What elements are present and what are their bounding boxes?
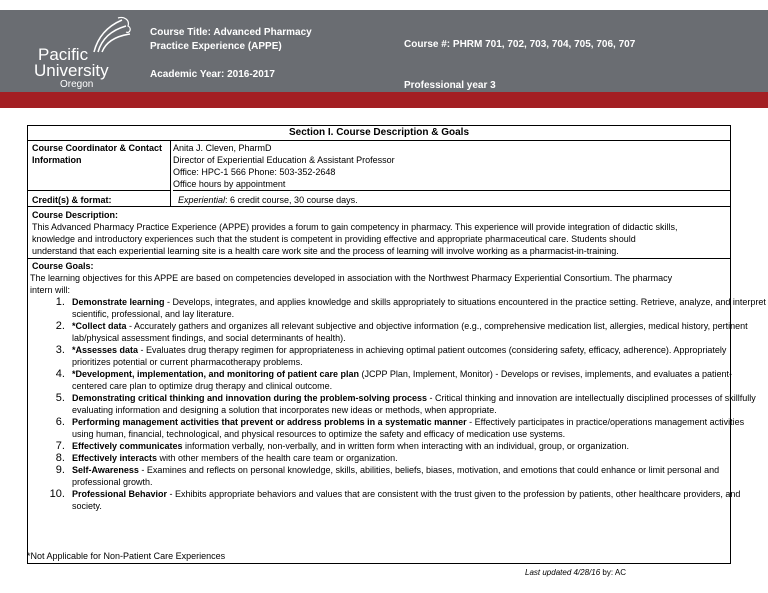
goals-list bbox=[28, 296, 766, 512]
goal-title: Professional Behavior bbox=[72, 489, 168, 499]
logo-text-oregon: Oregon bbox=[60, 79, 94, 90]
goal-text: - Exhibits appropriate behaviors and values that are consistent with the trust given to the profession by patients, other healthcare providers, and society. bbox=[72, 489, 741, 511]
column-divider bbox=[170, 141, 171, 207]
credits-value bbox=[178, 194, 358, 206]
header-red-bar bbox=[0, 92, 768, 108]
goal-title: Effectively interacts bbox=[72, 453, 158, 463]
goal-title: *Development, implementation, and monitoring of patient care plan bbox=[72, 369, 360, 379]
goal-text: - Accurately gathers and organizes all relevant subjective and objective information (e.g., comprehensive medication list, allergies, medical history, pertinent lab/physical assessment findings, and social determinants of health). bbox=[72, 321, 748, 343]
goal-title: *Collect data bbox=[72, 321, 127, 331]
goal-item bbox=[68, 368, 766, 392]
goal-item bbox=[68, 320, 766, 344]
course-description-table bbox=[27, 125, 766, 564]
course-number: Course #: PHRM 701, 702, 703, 704, 705, 706, 707 bbox=[404, 39, 636, 50]
professional-year: Professional year 3 bbox=[404, 80, 496, 91]
coordinator-label-1: Course Coordinator & Contact bbox=[32, 143, 163, 153]
description-line-3: understand that each experiential learning site is a health care work site and the process of learning will involve working as a pharmacist-in-training. bbox=[32, 246, 619, 256]
goal-text: - Effectively participates in practice/operations management activities using human, financial, technological, and physical resources to optimize the safety and efficacy of medication use systems. bbox=[72, 417, 745, 439]
goals-title: Course Goals: bbox=[32, 261, 94, 271]
goal-item bbox=[68, 416, 766, 440]
goal-title: Demonstrate learning bbox=[72, 297, 165, 307]
goal-item bbox=[68, 488, 766, 512]
credits-format: Experiential bbox=[178, 195, 226, 205]
coordinator-label-2: Information bbox=[32, 155, 82, 165]
goal-text: information verbally, non-verbally, and in written form when interacting with an individual, group, or organization. bbox=[182, 441, 629, 451]
credits-divider-right bbox=[173, 190, 730, 191]
credits-label: Credit(s) & format: bbox=[32, 195, 112, 205]
goal-item bbox=[68, 452, 766, 464]
goal-text: - Critical thinking and innovation are intellectually disciplined processes of skillfully evaluating information and designing a solution that incorporates new ideas or methods, when appropriate. bbox=[72, 393, 756, 415]
credits-divider-left bbox=[28, 190, 170, 191]
goal-text: with other members of the health care team or organization. bbox=[157, 453, 398, 463]
goal-title: Performing management activities that prevent or address problems in a systematic manner bbox=[72, 417, 467, 427]
coordinator-hours: Office hours by appointment bbox=[173, 179, 286, 189]
credits-detail: : 6 credit course, 30 course days. bbox=[225, 195, 358, 205]
coordinator-row bbox=[28, 140, 730, 207]
goal-text: - Evaluates drug therapy regimen for appropriateness in achieving optimal patient outcomes (considering safety, efficacy, adherence). Appropriately prioritizes potential or current pharmacotherapy problems. bbox=[72, 345, 727, 367]
goal-title: *Assesses data bbox=[72, 345, 139, 355]
footer-suffix: by: AC bbox=[600, 568, 626, 577]
goal-title: Self-Awareness bbox=[72, 465, 139, 475]
logo-text-pacific: Pacific bbox=[38, 45, 89, 64]
academic-year: Academic Year: 2016-2017 bbox=[150, 69, 275, 80]
description-line-2: knowledge and introductory experiences such that the student is competent in providing effective and appropriate pharmaceutical care. Students should bbox=[32, 234, 636, 244]
course-title-line1: Course Title: Advanced Pharmacy bbox=[150, 27, 312, 38]
goal-text: (JCPP Plan, Implement, Monitor) - Develops or revises, implements, and evaluates a patient-centered care plan to optimize drug therapy and clinical outcome. bbox=[72, 369, 733, 391]
logo-text-university: University bbox=[34, 61, 109, 80]
goal-item bbox=[68, 392, 766, 416]
goal-item bbox=[68, 344, 766, 368]
goals-intro-line-2: intern will: bbox=[30, 285, 71, 295]
section-title: Section I. Course Description & Goals bbox=[288, 127, 470, 138]
goals-row bbox=[27, 258, 766, 564]
description-line-1: This Advanced Pharmacy Practice Experience (APPE) provides a forum to gain competency in pharmacy. This experience will provide integration of didactic skills, bbox=[32, 222, 678, 232]
goal-item bbox=[68, 296, 766, 320]
coordinator-office: Office: HPC-1 566 Phone: 503-352-2648 bbox=[173, 167, 336, 177]
goal-item bbox=[68, 464, 766, 488]
goals-footnote: *Not Applicable for Non-Patient Care Experiences bbox=[27, 551, 226, 561]
goal-title: Effectively communicates bbox=[72, 441, 183, 451]
torch-emblem-icon bbox=[88, 16, 134, 56]
coordinator-name: Anita J. Cleven, PharmD bbox=[173, 143, 272, 153]
goal-title: Demonstrating critical thinking and innovation during the problem-solving process bbox=[72, 393, 428, 403]
footer-date: 4/28/16 bbox=[573, 568, 601, 577]
last-updated-footer bbox=[525, 568, 626, 577]
goals-intro-line-1: The learning objectives for this APPE are based on competencies developed in association with the Northwest Pharmacy Experiential Consortium. The pharmacy bbox=[30, 273, 673, 283]
goal-text: - Develops, integrates, and applies knowledge and skills appropriately to situations encountered in the practice setting. Retrieve, analyze, and interpret scientific, professional, and lay literature. bbox=[72, 297, 766, 319]
description-title: Course Description: bbox=[32, 210, 119, 220]
goal-item bbox=[68, 440, 766, 452]
footer-prefix: Last updated bbox=[525, 568, 574, 577]
description-row bbox=[28, 206, 730, 259]
coordinator-title: Director of Experiential Education & Assistant Professor bbox=[173, 155, 395, 165]
goal-text: - Examines and reflects on personal knowledge, skills, abilities, beliefs, biases, motivation, and emotions that could enhance or limit personal and professional growth. bbox=[72, 465, 720, 487]
university-logo bbox=[30, 16, 140, 88]
course-title-line2: Practice Experience (APPE) bbox=[150, 41, 282, 52]
